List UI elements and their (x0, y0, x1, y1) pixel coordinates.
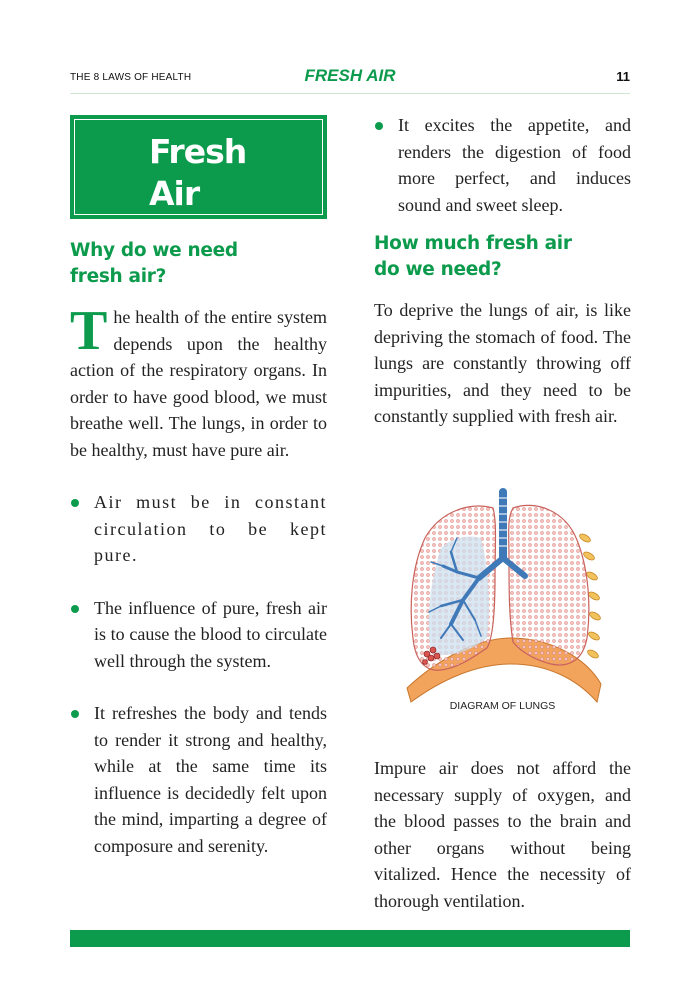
bullet-text: The influence of pure, fresh air is to cause the blood to circulate well through the system. (94, 597, 327, 671)
intro-text: he health of the entire system depends upon the healthy action of the respiratory organs. In order to have good blood, we must breathe well. The lungs, in order to be healthy, must have pure air. (70, 307, 327, 460)
bullet-text: It refreshes the body and tends to render it strong and healthy, while at the same time its influence is decidedly felt upon the mind, imparting a degree of composure and serenity. (94, 703, 327, 856)
book-title: THE 8 LAWS OF HEALTH (70, 72, 192, 83)
heading-how-line-1: How much fresh air (374, 233, 572, 254)
section-heading-why (70, 238, 327, 290)
heading-how-line-2: do we need? (374, 259, 502, 280)
header-divider (70, 93, 630, 94)
footer-bar (70, 930, 630, 947)
title-line-1: Fresh (149, 132, 247, 171)
title-box (70, 115, 327, 219)
bullet-list-left (70, 489, 327, 859)
section-heading-how-much (374, 231, 631, 283)
title-line-2: Air (149, 174, 200, 213)
left-column (70, 115, 327, 859)
page-number: 11 (616, 69, 630, 84)
title-box-inner (74, 119, 323, 215)
figure-caption: DIAGRAM OF LUNGS (449, 700, 556, 712)
bullet-text: Air must be in constant circulation to be kept pure. (94, 492, 327, 565)
chapter-title: FRESH AIR (304, 66, 396, 85)
right-lung-shape (509, 505, 589, 665)
drop-cap: T (70, 300, 108, 362)
bullet-dot-icon (71, 710, 79, 718)
list-item (70, 489, 327, 569)
bullet-dot-icon (71, 499, 79, 507)
intro-paragraph (70, 300, 327, 463)
heading-why-line-2: fresh air? (70, 266, 167, 287)
bullet-text: It excites the appetite, and renders the digestion of food more perfect, and induces sound and sweet sleep. (398, 115, 631, 215)
bullet-dot-icon (375, 122, 383, 130)
list-item (70, 595, 327, 675)
bullet-dot-icon (71, 605, 79, 613)
list-item (70, 700, 327, 859)
list-item (374, 112, 631, 218)
heading-why-line-1: Why do we need (70, 240, 238, 261)
running-header (70, 64, 630, 92)
lungs-paragraph: To deprive the lungs of air, is like depriving the stomach of food. The lungs are constantly throwing off impurities, and they need to be constantly supplied with fresh air. (374, 300, 631, 426)
lungs-diagram (401, 488, 605, 718)
bullet-list-right (374, 112, 631, 218)
ventilation-paragraph: Impure air does not afford the necessary supply of oxygen, and the blood passes to the brain and other organs without being vitalized. Hence the necessity of thorough ventilation. (374, 758, 631, 911)
right-column (374, 112, 631, 430)
